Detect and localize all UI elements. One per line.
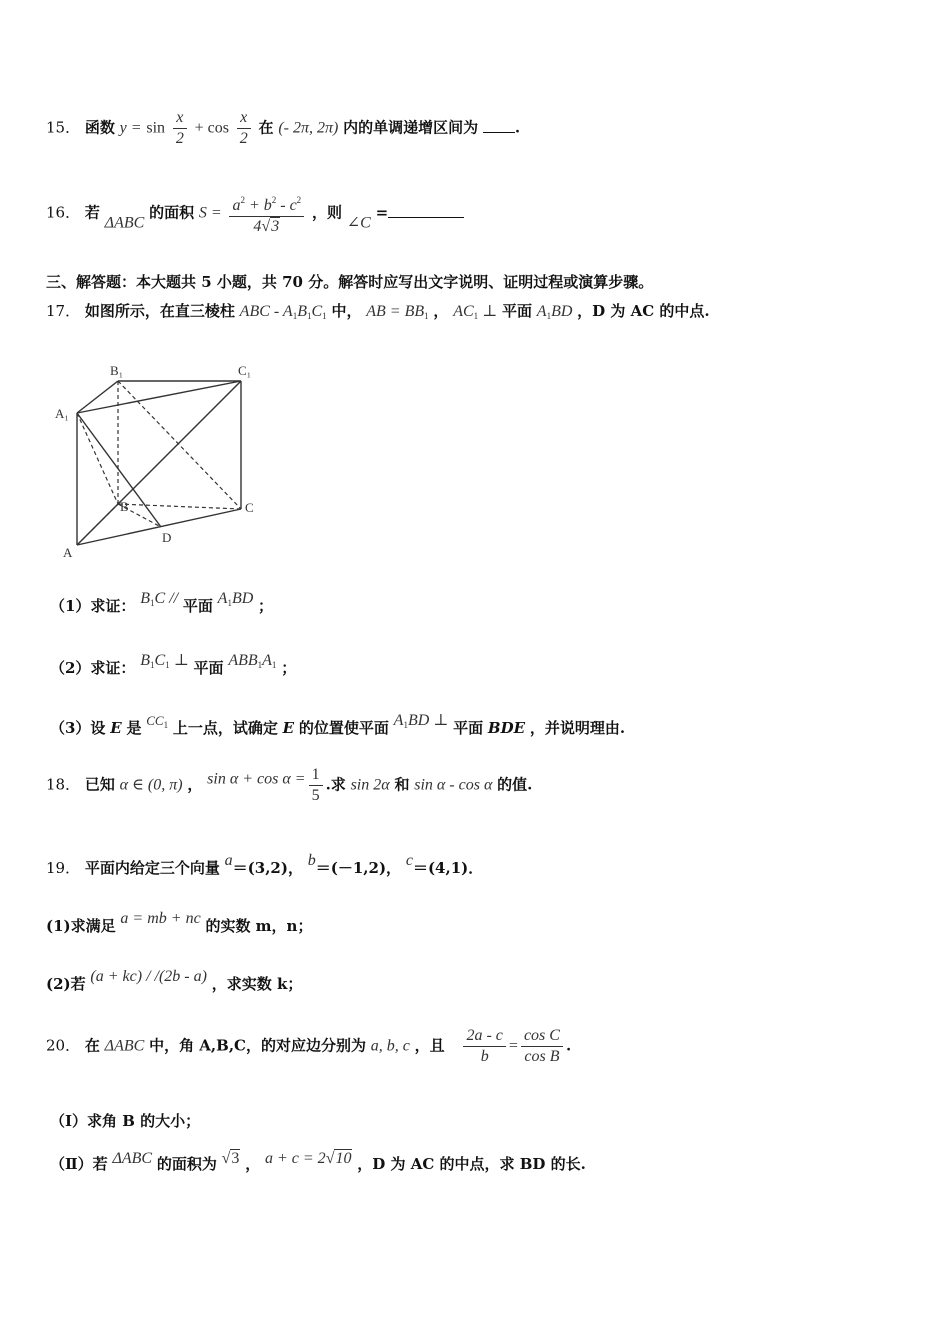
q20-part2-sum: a + c = 2√10: [264, 1150, 352, 1167]
q16-triangle: ΔABC: [104, 214, 145, 232]
q15-frac1: $\frac{x}{2}$: [173, 108, 187, 149]
q16-number: 16．: [46, 203, 81, 222]
q17-cond1: AB = $BB_1$: [366, 303, 429, 321]
section-3-heading: 三、解答题：本大题共 5 小题，共 70 分。解答时应写出文字说明、证明过程或演算步骤。: [46, 273, 654, 291]
q18-fraction: $\frac{1}{5}$: [309, 765, 323, 806]
edge-a1-b: [77, 413, 118, 504]
q18-expr: sin α + cos α =: [207, 770, 306, 788]
q17-part2-plane: $ABB_1A_1$: [228, 652, 277, 670]
label-a1: A₁: [55, 406, 69, 421]
edge-a-b: [77, 504, 118, 545]
q19-part1-expr: a = mb + nc: [120, 910, 201, 927]
q20-part1: （Ⅰ）求角 B 的大小；: [50, 1112, 201, 1130]
q17-prism-figure: [50, 360, 280, 565]
edge-a1-c1: [77, 381, 241, 413]
label-b1: B₁: [110, 363, 124, 378]
q17-part2-b1c1: $B_1C_1$ ⊥: [140, 652, 189, 670]
q15-interval: (- 2π, 2π): [278, 119, 339, 137]
q20-sides: a, b, c: [370, 1037, 410, 1055]
label-b: B: [120, 499, 129, 514]
q20-part2: （Ⅱ）若 ΔABC 的面积为 √3 ， a + c = 2√10 ，D 为 AC 的中点，求 BD 的长.: [50, 1150, 586, 1173]
label-c: C: [245, 500, 254, 515]
q19-number: 19．: [46, 859, 81, 877]
q17-part3-cc1: $CC_1$: [146, 713, 169, 730]
q15-in: 在: [258, 118, 274, 137]
edge-a1-b1: [77, 381, 118, 413]
q17-zhong: 中，: [331, 302, 362, 320]
q15-number: 15．: [46, 118, 81, 137]
edge-a-c1: [77, 381, 241, 545]
q15-frac2: $\frac{x}{2}$: [237, 108, 251, 149]
q15-plus-cos: + cos: [194, 119, 229, 137]
q16-eq: =: [375, 203, 389, 222]
q20-part2-triangle: ΔABC: [112, 1150, 153, 1167]
q16-S: S =: [198, 204, 222, 222]
q15: [46, 108, 520, 149]
q16-then: ，则: [311, 203, 342, 222]
q19-part2-expr: (a + kc) / /(2b - a): [90, 968, 207, 985]
label-d: D: [162, 530, 172, 545]
q20-number: 20．: [46, 1036, 81, 1055]
q17-number: 17．: [46, 302, 81, 320]
q16-area-fraction: $\frac{a^2 + b^2 - c^2}{4√3}$: [229, 190, 304, 237]
q18-diff: sin α - cos α: [414, 776, 493, 794]
q20-part2-area: √3: [221, 1150, 240, 1167]
q18-alpha-range: α ∈ (0, π): [119, 776, 183, 794]
edge-a-c: [77, 509, 241, 545]
q16-lead: 若: [84, 203, 100, 222]
edge-a1-d: [77, 413, 161, 527]
q18: 18． 已知 α ∈ (0, π) ， sin α + cos α = $\frac{1}{5}$ .求 sin 2α 和 sin α - cos α 的值.: [46, 766, 533, 804]
q17-part3-plane: $A_1BD$ ⊥: [393, 712, 449, 730]
label-a: A: [63, 545, 73, 560]
q16-answer-blank[interactable]: [388, 217, 464, 218]
q17-part3: （3）设 E 是 $CC_1$ 上一点，试确定 E 的位置使平面 $A_1BD$ ⊥ 平面 BDE ，并说明理由.: [50, 712, 626, 737]
q20-fraction-right: $\frac{\text{cos C}}{\text{cos B}}$: [521, 1026, 563, 1067]
q17-d-midpoint: ，D 为 AC 的中点.: [577, 302, 710, 320]
q17-part1-b1c: $B_1C$ //: [140, 590, 179, 608]
q15-lead: 函数: [84, 118, 115, 137]
q17-plane-name: $A_1BD$: [536, 303, 573, 321]
q19-vec-a: a: [224, 852, 233, 869]
q17: 17． 如图所示，在直三棱柱 ABC - $A_1B_1C_1$ 中， AB = $BB_1$ ， $AC_1$ ⊥ 平面 $A_1BD$ ，D 为 AC 的中点.: [46, 302, 710, 321]
q16: [46, 190, 464, 237]
q15-end: .: [514, 118, 521, 137]
q20: 20． 在 ΔABC 中，角 A,B,C，的对应边分别为 a, b, c ，且 $\frac{2a - c}{b}$ = $\frac{\text{cos C}}{\text{cos B}}$ .: [46, 1027, 572, 1065]
q19-part1: (1)求满足 a = mb + nc 的实数 m，n；: [46, 910, 313, 935]
q17-intro: 如图所示，在直三棱柱: [84, 302, 235, 320]
q18-number: 18．: [46, 775, 81, 794]
q20-triangle: ΔABC: [104, 1037, 145, 1055]
q16-mid: 的面积: [149, 203, 195, 222]
q15-sin: sin: [146, 119, 166, 137]
q17-prism: ABC - $A_1B_1C_1$: [239, 303, 327, 321]
edge-b-c: [118, 504, 241, 509]
q15-answer-blank[interactable]: [483, 132, 515, 133]
q17-part1-plane: $A_1BD$: [217, 590, 254, 608]
q18-sin2a: sin 2α: [350, 776, 390, 794]
q19-vec-b: b: [307, 852, 316, 869]
q20-fraction-left: $\frac{2a - c}{b}$: [463, 1026, 505, 1067]
q19-part2: (2)若 (a + kc) / /(2b - a) ，求实数 k；: [46, 968, 303, 993]
q17-cond2: $AC_1$ ⊥: [453, 303, 498, 321]
label-c1: C₁: [238, 363, 252, 378]
q19-vec-c: c: [405, 852, 413, 869]
q19: 19． 平面内给定三个向量 a＝(3,2)， b＝(－1,2)， c＝(4,1)．: [46, 852, 484, 877]
q17-plane: 平面: [501, 302, 532, 320]
q17-part2: （2）求证： $B_1C_1$ ⊥ 平面 $ABB_1A_1$ ；: [50, 652, 297, 677]
q15-func-lhs: y =: [119, 119, 142, 137]
q15-tail: 内的单调递增区间为: [343, 118, 479, 137]
q16-angle: ∠C: [346, 214, 371, 232]
q17-part1: （1）求证： $B_1C$ // 平面 $A_1BD$ ；: [50, 590, 274, 615]
